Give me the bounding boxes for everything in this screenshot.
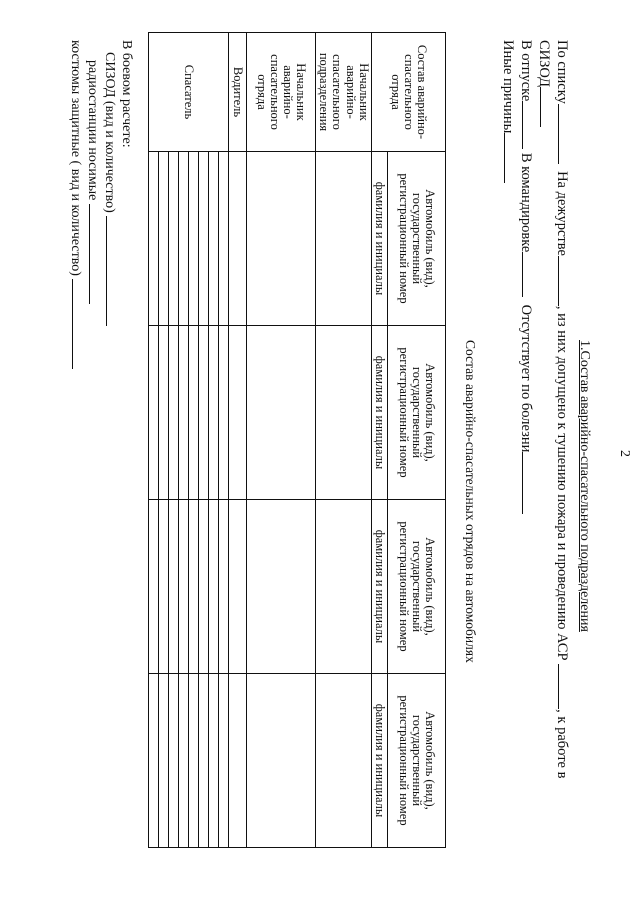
table-cell[interactable] xyxy=(247,674,316,848)
table-cell[interactable] xyxy=(179,152,189,326)
table-cell[interactable] xyxy=(219,500,229,674)
table-cell[interactable] xyxy=(169,674,179,848)
vehicle-header-3: Автомобиль (вид), государственный регистрационный номер xyxy=(388,500,446,674)
battle-suits-label: костюмы защитные ( вид и количество) xyxy=(68,40,83,276)
table-cell[interactable] xyxy=(229,674,247,848)
table-row xyxy=(149,33,159,848)
table-cell[interactable] xyxy=(219,326,229,500)
table-cell[interactable] xyxy=(199,152,209,326)
name-header-1: фамилия и инициалы xyxy=(372,152,388,326)
table-cell[interactable] xyxy=(219,674,229,848)
table-row xyxy=(229,33,247,848)
table-cell[interactable] xyxy=(149,674,159,848)
table-cell[interactable] xyxy=(209,500,219,674)
table-cell[interactable] xyxy=(209,674,219,848)
table-row xyxy=(179,33,189,848)
other-reasons-label: Иные причины xyxy=(500,40,516,134)
table-cell[interactable] xyxy=(189,674,199,848)
personnel-line-3 xyxy=(517,40,534,514)
business-trip-blank[interactable] xyxy=(522,252,524,297)
table-cell[interactable] xyxy=(209,326,219,500)
table-row xyxy=(199,33,209,848)
table-cell[interactable] xyxy=(169,500,179,674)
on-duty-blank[interactable] xyxy=(558,256,560,306)
table-cell[interactable] xyxy=(316,152,372,326)
sick-label: Отсутствует по болезни xyxy=(518,304,534,453)
table-title: Состав аварийно-спасательных отрядов на автомобилях xyxy=(463,340,478,663)
table-cell[interactable] xyxy=(209,152,219,326)
table-cell[interactable] xyxy=(159,152,169,326)
table-cell[interactable] xyxy=(169,326,179,500)
row-label-head-squad: Начальник аварийно-спасательного отряда xyxy=(247,33,316,152)
personnel-line-2 xyxy=(535,40,552,127)
business-trip-label: В командировке xyxy=(518,152,534,253)
table-row xyxy=(247,33,316,848)
table-row xyxy=(169,33,179,848)
table-cell[interactable] xyxy=(316,500,372,674)
table-cell[interactable] xyxy=(316,674,372,848)
table-cell[interactable] xyxy=(159,326,169,500)
by-list-blank[interactable] xyxy=(558,104,560,164)
table-cell[interactable] xyxy=(247,152,316,326)
name-header-4: фамилия и инициалы xyxy=(372,674,388,848)
table-cell[interactable] xyxy=(199,326,209,500)
sizod-blank[interactable] xyxy=(540,87,542,127)
battle-sizod-blank[interactable] xyxy=(106,216,108,326)
name-header-2: фамилия и инициалы xyxy=(372,326,388,500)
table-cell[interactable] xyxy=(149,152,159,326)
table-row xyxy=(219,33,229,848)
battle-suits-line xyxy=(67,40,84,369)
on-duty-label: На дежурстве xyxy=(554,171,570,256)
section-title: 1.Состав аварийно-спасательного подразделения xyxy=(577,340,592,632)
vehicle-header-2: Автомобиль (вид), государственный регистрационный номер xyxy=(388,326,446,500)
by-list-label: По списку xyxy=(554,40,570,104)
vacation-label: В отпуске xyxy=(518,40,534,102)
table-cell[interactable] xyxy=(169,152,179,326)
table-cell[interactable] xyxy=(199,674,209,848)
crew-table xyxy=(148,32,446,848)
table-cell[interactable] xyxy=(179,326,189,500)
vehicle-header-row xyxy=(388,33,446,848)
other-reasons-blank[interactable] xyxy=(504,133,506,183)
personnel-line-1 xyxy=(553,40,570,778)
allowed-blank[interactable] xyxy=(558,664,560,709)
sizod-label: СИЗОД xyxy=(536,40,552,88)
battle-sizod-line xyxy=(101,40,118,369)
table-cell[interactable] xyxy=(316,326,372,500)
table-cell[interactable] xyxy=(199,500,209,674)
table-cell[interactable] xyxy=(179,500,189,674)
table-row xyxy=(316,33,372,848)
battle-radio-line xyxy=(84,40,101,369)
table-cell[interactable] xyxy=(229,152,247,326)
row-label-rescuer: Спасатель xyxy=(149,33,229,152)
personnel-line-4 xyxy=(499,40,516,183)
table-cell[interactable] xyxy=(189,500,199,674)
vehicle-header-4: Автомобиль (вид), государственный регистрационный номер xyxy=(388,674,446,848)
name-header-3: фамилия и инициалы xyxy=(372,500,388,674)
table-cell[interactable] xyxy=(189,152,199,326)
table-row xyxy=(159,33,169,848)
sick-blank[interactable] xyxy=(522,452,524,514)
battle-radio-label: радиостанции носимые xyxy=(85,60,100,201)
vehicle-header-1: Автомобиль (вид), государственный регистрационный номер xyxy=(388,152,446,326)
battle-title: В боевом расчете: xyxy=(119,40,134,148)
table-cell[interactable] xyxy=(149,326,159,500)
working-in-label: , к работе в xyxy=(554,709,570,779)
table-cell[interactable] xyxy=(219,152,229,326)
role-header: Состав аварийно-спасательного отряда xyxy=(372,33,446,152)
table-cell[interactable] xyxy=(189,326,199,500)
name-header-row xyxy=(372,33,388,848)
battle-sizod-label: СИЗОД (вид и количество) xyxy=(102,52,117,213)
row-label-head-unit: Начальник аварийно-спасательного подразделения xyxy=(316,33,372,152)
table-cell[interactable] xyxy=(229,326,247,500)
table-cell[interactable] xyxy=(159,674,169,848)
page-number: 2 xyxy=(617,450,632,457)
table-cell[interactable] xyxy=(149,500,159,674)
battle-crew-section xyxy=(67,40,135,369)
table-cell[interactable] xyxy=(247,500,316,674)
allowed-label: , из них допущено к тушению пожара и проведению АСР xyxy=(554,305,570,661)
row-label-driver: Водитель xyxy=(229,33,247,152)
table-cell[interactable] xyxy=(179,674,189,848)
table-row xyxy=(209,33,219,848)
table-cell[interactable] xyxy=(159,500,169,674)
table-cell[interactable] xyxy=(229,500,247,674)
vacation-blank[interactable] xyxy=(522,101,524,149)
battle-radio-blank[interactable] xyxy=(89,204,91,304)
table-row xyxy=(189,33,199,848)
battle-suits-blank[interactable] xyxy=(72,279,74,369)
table-cell[interactable] xyxy=(247,326,316,500)
